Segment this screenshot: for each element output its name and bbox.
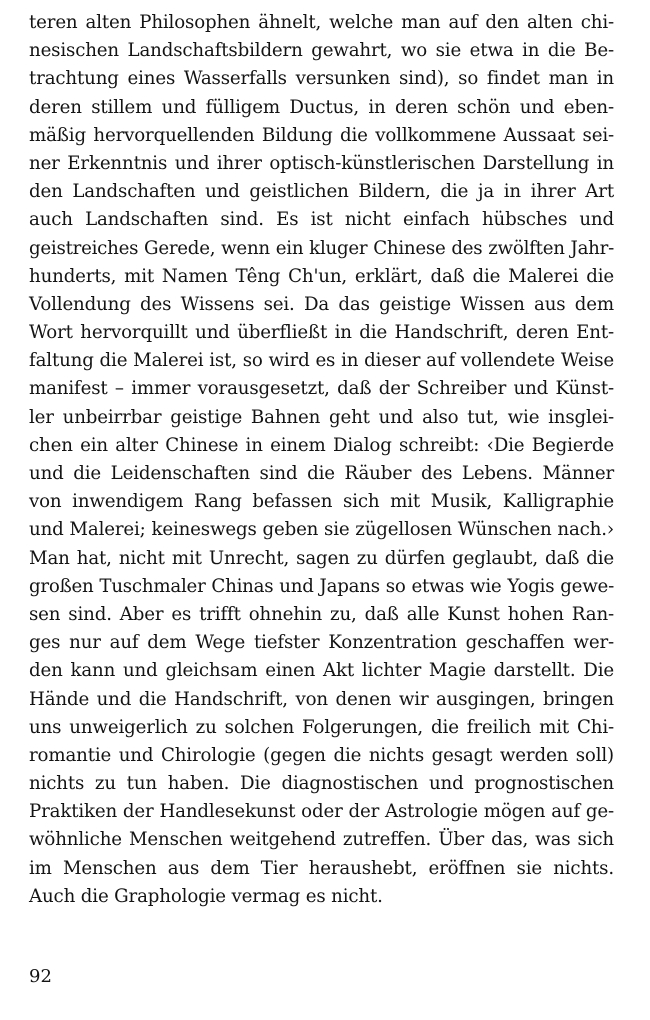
text-line: manifest – immer vorausgesetzt, daß der Schreiber und Künst- xyxy=(29,378,614,400)
text-line: auch Landschaften sind. Es ist nicht einfach hübsches und xyxy=(29,209,614,231)
text-line: Wort hervorquillt und überfließt in die Handschrift, deren Ent- xyxy=(29,322,614,344)
text-line: Auch die Graphologie vermag es nicht. xyxy=(29,885,383,907)
text-line: uns unweigerlich zu solchen Folgerungen, die freilich mit Chi- xyxy=(29,716,614,738)
text-line: wöhnliche Menschen weitgehend zutreffen. Über das, was sich xyxy=(29,829,614,851)
text-line: geistreiches Gerede, wenn ein kluger Chinese des zwölften Jahr- xyxy=(29,237,614,259)
text-line: faltung die Malerei ist, so wird es in dieser auf vollendete Weise xyxy=(29,350,614,372)
text-line: Vollendung des Wissens sei. Da das geistige Wissen aus dem xyxy=(29,293,614,315)
text-line: ner Erkenntnis und ihrer optisch-künstlerischen Darstellung in xyxy=(29,152,614,174)
text-line: hunderts, mit Namen Têng Ch'un, erklärt, daß die Malerei die xyxy=(29,265,614,287)
text-line: chen ein alter Chinese in einem Dialog schreibt: ‹Die Begierde xyxy=(29,434,614,456)
text-line: den kann und gleichsam einen Akt lichter Magie darstellt. Die xyxy=(29,660,614,682)
text-line: teren alten Philosophen ähnelt, welche man auf den alten chi- xyxy=(29,12,614,33)
text-line: Praktiken der Handlesekunst oder der Astrologie mögen auf ge- xyxy=(29,801,614,823)
text-line: nichts zu tun haben. Die diagnostischen und prognostischen xyxy=(29,773,614,795)
text-line: im Menschen aus dem Tier heraushebt, eröffnen sie nichts. xyxy=(29,857,614,879)
text-line: romantie und Chirologie (gegen die nichts gesagt werden soll) xyxy=(29,744,614,766)
text-line: nesischen Landschaftsbildern gewahrt, wo sie etwa in die Be- xyxy=(29,40,614,62)
text-line: den Landschaften und geistlichen Bildern, die ja in ihrer Art xyxy=(29,181,614,203)
text-line: mäßig hervorquellenden Bildung die vollkommene Aussaat sei- xyxy=(29,124,614,146)
text-line: Man hat, nicht mit Unrecht, sagen zu dürfen geglaubt, daß die xyxy=(29,547,614,569)
text-line: trachtung eines Wasserfalls versunken sind), so findet man in xyxy=(29,68,614,90)
text-line: und die Leidenschaften sind die Räuber des Lebens. Männer xyxy=(29,463,614,484)
text-line: ler unbeirrbar geistige Bahnen geht und also tut, wie insglei- xyxy=(29,406,614,428)
text-line: deren stillem und fülligem Ductus, in deren schön und eben- xyxy=(29,96,614,118)
text-line: Hände und die Handschrift, von denen wir ausgingen, bringen xyxy=(29,688,614,710)
text-line: großen Tuschmaler Chinas und Japans so etwas wie Yogis gewe- xyxy=(29,575,614,597)
text-line: von inwendigem Rang befassen sich mit Musik, Kalligraphie xyxy=(29,491,614,513)
text-line: und Malerei; keineswegs geben sie zügellosen Wünschen nach.› xyxy=(29,519,614,541)
text-line: ges nur auf dem Wege tiefster Konzentration geschaffen wer- xyxy=(29,632,614,654)
page-number: 92 xyxy=(29,966,52,987)
body-text xyxy=(29,9,614,911)
text-line: sen sind. Aber es trifft ohnehin zu, daß alle Kunst hohen Ran- xyxy=(29,603,614,625)
